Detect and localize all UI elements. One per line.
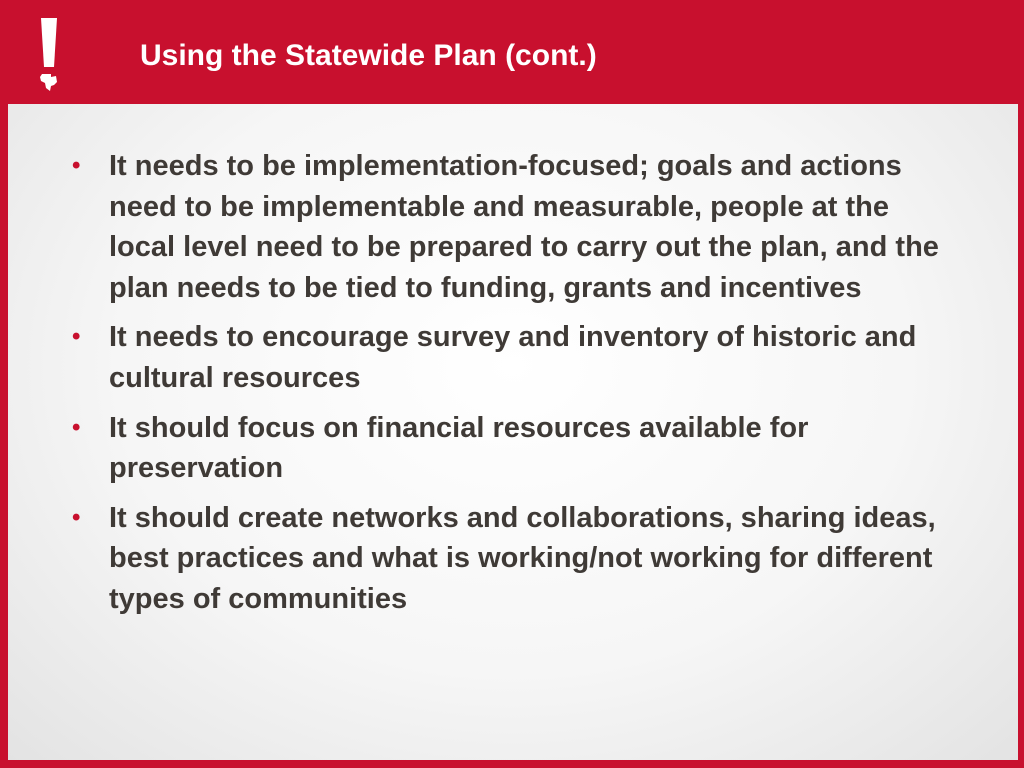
bullet-text: It should focus on financial resources available for preservation bbox=[109, 411, 809, 485]
slide-title: Using the Statewide Plan (cont.) bbox=[140, 39, 597, 72]
bullet-text: It needs to encourage survey and inventory of historic and cultural resources bbox=[109, 321, 917, 394]
bullet-marker: • bbox=[72, 413, 81, 441]
bullet-item bbox=[8, 408, 1008, 489]
bullet-text: It should create networks and collaborations, sharing ideas, best practices and what is working/not working for different types of communities bbox=[109, 501, 936, 615]
bullet-marker: • bbox=[72, 503, 81, 531]
bullet-text: It needs to be implementation-focused; goals and actions need to be implementable and measurable, people at the local level need to be prepared to carry out the plan, and the plan needs to be tied to funding, grants and incentives bbox=[109, 150, 939, 304]
bullet-marker: • bbox=[72, 152, 81, 179]
bullet-item bbox=[8, 146, 1008, 308]
bullet-marker: • bbox=[72, 323, 81, 351]
exclamation-texas-logo-icon bbox=[34, 16, 64, 92]
slide-content bbox=[8, 104, 1018, 760]
slide-header bbox=[0, 0, 1024, 104]
bullet-item bbox=[8, 317, 1008, 398]
bullet-item bbox=[8, 498, 1008, 620]
bullet-list bbox=[8, 146, 1008, 629]
